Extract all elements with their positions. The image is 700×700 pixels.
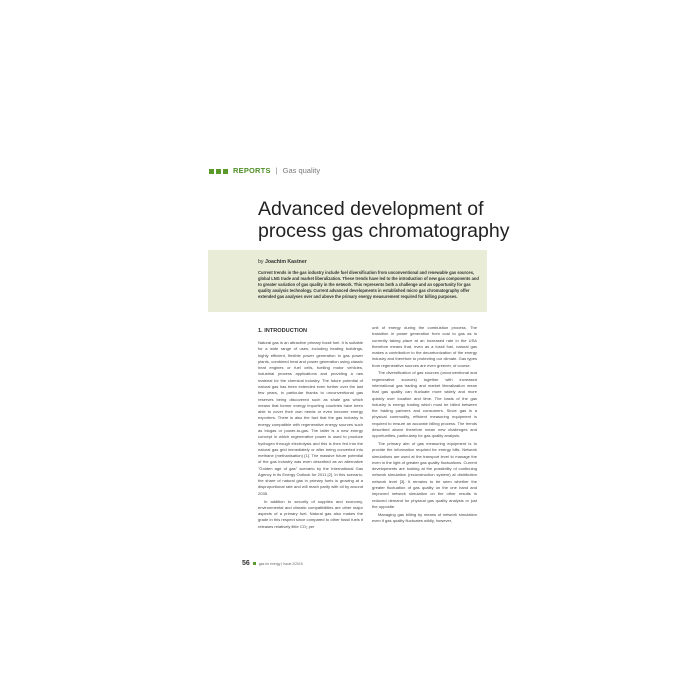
author-line xyxy=(258,259,307,266)
paragraph: The primary aim of gas measuring equipment is to provide the information required for energy bills. Network simulations are used at the transport level to manage the even in the light of greater gas quality fluctuations. Current developments are looking at the possibility of continuing network simulation (reconstruction system) at distribution network level [3]. It remains to be seen whether the greater fluctuation of gas quality on the one hand and improved network simulation on the other results in reduced demand for physical gas quality analysis or just the opposite. xyxy=(372,441,477,509)
page-number: 56 xyxy=(242,560,250,567)
right-column xyxy=(372,325,477,526)
section-marker-icon xyxy=(209,169,228,174)
journal-name: gas for energy | Issue 2/2015 xyxy=(258,561,303,566)
paragraph: Managing gas billing by means of network simulation even if gas quality fluctuates wildly, however, xyxy=(372,511,477,523)
footer-marker-icon xyxy=(253,562,256,565)
author-prefix: by xyxy=(258,259,264,265)
paragraph: unit of energy during the combustion process. The transition in power generation from coal to gas as is currently taking place at an increased rate in the USA therefore means that, even as a fossil fuel, natural gas makes a contribution to the decarbonization of the energy industry and therefore to protecting our climate. Gas types from regenerative sources are even greener, of course. xyxy=(372,325,477,368)
subsection-label: Gas quality xyxy=(282,166,321,175)
section-header xyxy=(209,166,320,176)
paragraph: The diversification of gas sources (unconventional and regenerative sources) together with increased international gas trading and market liberalization mean that gas quality can fluctuate more widely and more quickly over location and time. The basis of the gas industry is energy trading which must be billed between the trading partners and consumers. Since gas is a physical commodity, efficient measuring equipment is required to ensure an accurate billing process. The trends described above therefore mean new challenges and opportunities, particularly for gas quality analysis. xyxy=(372,370,477,439)
left-column xyxy=(258,327,363,531)
paragraph: Natural gas is an attractive primary fossil fuel. It is suitable for a wide range of uses, including heating buildings, highly efficient, flexible power generation in gas power plants, combined heat and power generation using classic heat engines or fuel cells, fuelling motor vehicles, industrial process applications and providing a raw material for the chemical industry. The future potential of natural gas has been extended even further over the last few years, in particular thanks to unconventional gas reserves being discovered such as shale gas which means that former energy importing countries have been able to cover their own needs or even become energy exporters. There is also the fact that the gas industry is energy compatible with regenerative energy sources such as biogas or power-to-gas. The latter is a new energy concept in which regenerative power is used to produce hydrogen through electrolysis and this is then fed into the natural gas grid immediately or after being converted into methane (methanisation) [1]. The massive future potential of the gas industry was even described as an alternative "Golden age of gas" scenario by the International Gas Agency in its Energy Outlook for 2011 [2]. In this scenario, the share of natural gas in primary fuels is growing at a disproportional rate and will reach parity with oil by around 2035. xyxy=(258,340,363,496)
paragraph: In addition to security of supplies and economy, environmental and climatic compatibilities are other major aspects of a primary fuel. Natural gas also makes the grade in this respect since compared to other fossil fuels it releases relatively little CO₂ per xyxy=(258,498,363,529)
article-title: Advanced development of process gas chromatography xyxy=(258,198,510,242)
section-heading: 1. INTRODUCTION xyxy=(258,328,308,334)
abstract-text: Current trends in the gas industry include fuel diversification from unconventional and renewable gas sources, global LNG trade and market liberalization. These trends have led to the introduction of new gas components and to greater variation of gas quality in the network. This represents both a challenge and an opportunity for gas quality analysis technology. Current advanced developments in established micro gas chromatography offer extended gas analyses over and above the primary energy measurement required for billing purposes. xyxy=(258,270,479,300)
page-footer xyxy=(242,560,303,567)
author-name: Joachim Kastner xyxy=(264,259,307,265)
section-label: REPORTS xyxy=(233,166,271,175)
section-separator: | xyxy=(275,166,278,175)
